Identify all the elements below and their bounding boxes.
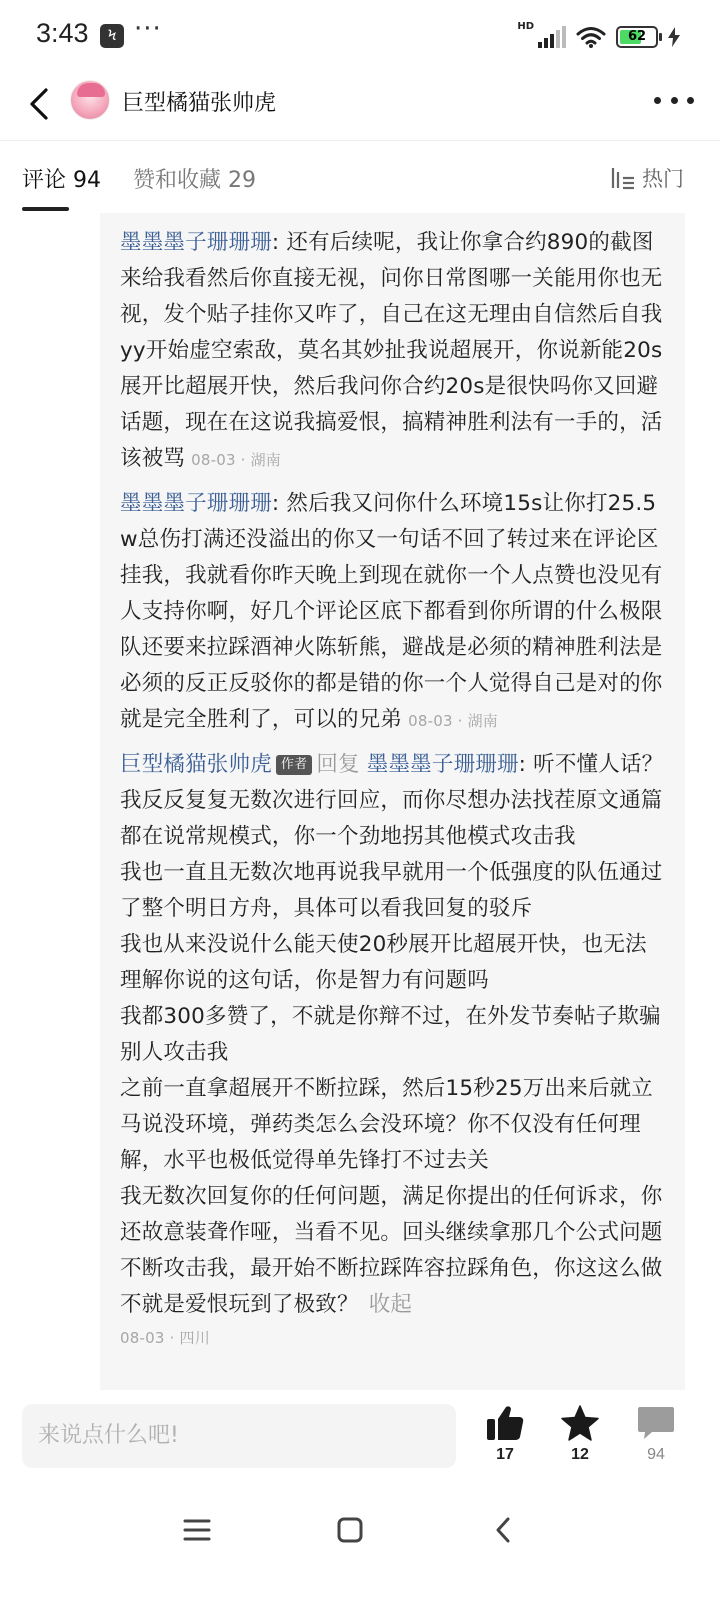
thumbs-up-icon (485, 1404, 525, 1442)
chevron-left-icon (20, 82, 64, 126)
nav-home-button[interactable] (330, 1510, 370, 1550)
app-notification-icon: Ϟ (100, 24, 124, 48)
tab-comments-label: 评论 (22, 168, 67, 193)
author-reply-text: : 听不懂人话？我反反复复无数次进行回应，而你尽想办法找茬原文通篇都在说常规模式，你一个劲地拐其他模式攻击我 (120, 752, 664, 849)
wifi-icon (576, 26, 606, 48)
reply-username[interactable]: 墨墨墨子珊珊珊 (120, 491, 272, 516)
chevron-left-icon (484, 1510, 524, 1550)
sort-hot-button[interactable] (610, 163, 684, 193)
reply-meta: 08-03 · 湖南 (191, 451, 282, 469)
reply-text: : 然后我又问你什么环境15s让你打25.5w总伤打满还没溢出的你又一句话不回了转过来在评论区挂我，我就看你昨天晚上到现在就你一个人点赞也没见有人支持你啊，好几个评论区底下都看到你所谓的什么极限队还要来拉踩酒神火陈斩熊，避战是必须的精神胜利法是必须的反正反驳你的都是错的你一个人觉得自己是对的你就是完全胜利了，可以的兄弟 (120, 491, 663, 732)
avatar[interactable] (70, 80, 110, 120)
hd-label: HD (517, 21, 534, 32)
tab-likes-label: 赞和收藏 (133, 168, 222, 193)
tab-bar (0, 141, 720, 213)
author-reply-text: 我也一直且无数次地再说我早就用一个低强度的队伍通过了整个明日方舟，具体可以看我回复的驳斥 (120, 860, 663, 921)
author-reply-text: 我也从来没说什么能天使20秒展开比超展开快，也无法理解你说的这句话，你是智力有问题吗 (120, 932, 647, 993)
like-count: 17 (496, 1446, 514, 1463)
comment-input[interactable]: 来说点什么吧! (22, 1404, 456, 1468)
list-item[interactable] (120, 486, 665, 739)
author-reply-text: 之前一直拿超展开不断拉踩，然后15秒25万出来后就立马说没环境，弹药类怎么会没环境？你不仅没有任何理解，水平也极低觉得单先锋打不过去关 (120, 1076, 653, 1173)
page-title: 巨型橘猫张帅虎 (122, 91, 277, 116)
like-button[interactable] (475, 1404, 535, 1464)
star-icon (560, 1404, 600, 1442)
tab-likes-count: 29 (228, 168, 257, 193)
reply-word: 回复 (316, 752, 360, 777)
tab-likes-favorites[interactable] (133, 163, 256, 194)
status-time: 3:43 (36, 18, 89, 48)
battery-icon (616, 26, 658, 48)
status-icons (517, 22, 680, 52)
home-square-icon (330, 1510, 370, 1550)
author-reply-text: 我都300多赞了，不就是你辩不过，在外发节奏帖子欺骗别人攻击我 (120, 1004, 661, 1065)
reply-thread (100, 213, 685, 1390)
comment-button[interactable] (626, 1404, 686, 1464)
author-reply[interactable] (120, 747, 665, 1351)
more-options-button[interactable] (654, 94, 694, 106)
menu-icon (177, 1510, 217, 1550)
author-reply-meta: 08-03 · 四川 (120, 1329, 210, 1347)
reply-meta: 08-03 · 湖南 (408, 712, 499, 730)
collapse-button[interactable]: 收起 (368, 1292, 413, 1317)
list-item[interactable] (120, 225, 665, 478)
nav-recents-button[interactable] (177, 1510, 217, 1550)
reply-to-username[interactable]: 墨墨墨子珊珊珊 (366, 752, 519, 777)
system-nav-bar (0, 1490, 720, 1600)
author-username[interactable]: 巨型橘猫张帅虎 (120, 752, 272, 777)
status-bar (0, 0, 720, 72)
more-notifications-icon: ··· (134, 14, 162, 44)
comment-bubble-icon (636, 1404, 676, 1442)
reply-username[interactable]: 墨墨墨子珊珊珊 (120, 230, 272, 255)
sort-icon (610, 166, 636, 190)
nav-back-button[interactable] (484, 1510, 524, 1550)
signal-icon (538, 26, 566, 48)
favorite-button[interactable] (550, 1404, 610, 1464)
bottom-action-bar (0, 1390, 720, 1490)
tab-comments-count: 94 (73, 168, 102, 193)
author-reply-text: 我无数次回复你的任何问题，满足你提出的任何诉求，你还故意装聋作哑，当看不见。回头继续拿那几个公式问题不断攻击我，最开始不断拉踩阵容拉踩角色，你这这么做不就是爱恨玩到了极致？ (120, 1184, 663, 1317)
author-badge: 作者 (276, 755, 312, 775)
battery-level: 62 (627, 29, 647, 44)
back-button[interactable] (20, 82, 64, 126)
active-tab-indicator (22, 207, 69, 211)
top-header (0, 72, 720, 140)
charging-icon (668, 27, 680, 47)
sort-label: 热门 (642, 167, 684, 191)
reply-text: : 还有后续呢，我让你拿合约890的截图来给我看然后你直接无视，问你日常图哪一关能用你也无视，发个贴子挂你又咋了，自己在这无理由自信然后自我yy开始虚空索敌，莫名其妙扯我说超展开，你说新能20s展开比超展开快，然后我问你合约20s是很快吗你又回避话题，现在在这说我搞爱恨，搞精神胜利法有一手的，活该被骂 (120, 230, 663, 471)
tab-comments[interactable] (22, 163, 101, 194)
comment-count: 94 (647, 1446, 665, 1463)
favorite-count: 12 (571, 1446, 589, 1463)
